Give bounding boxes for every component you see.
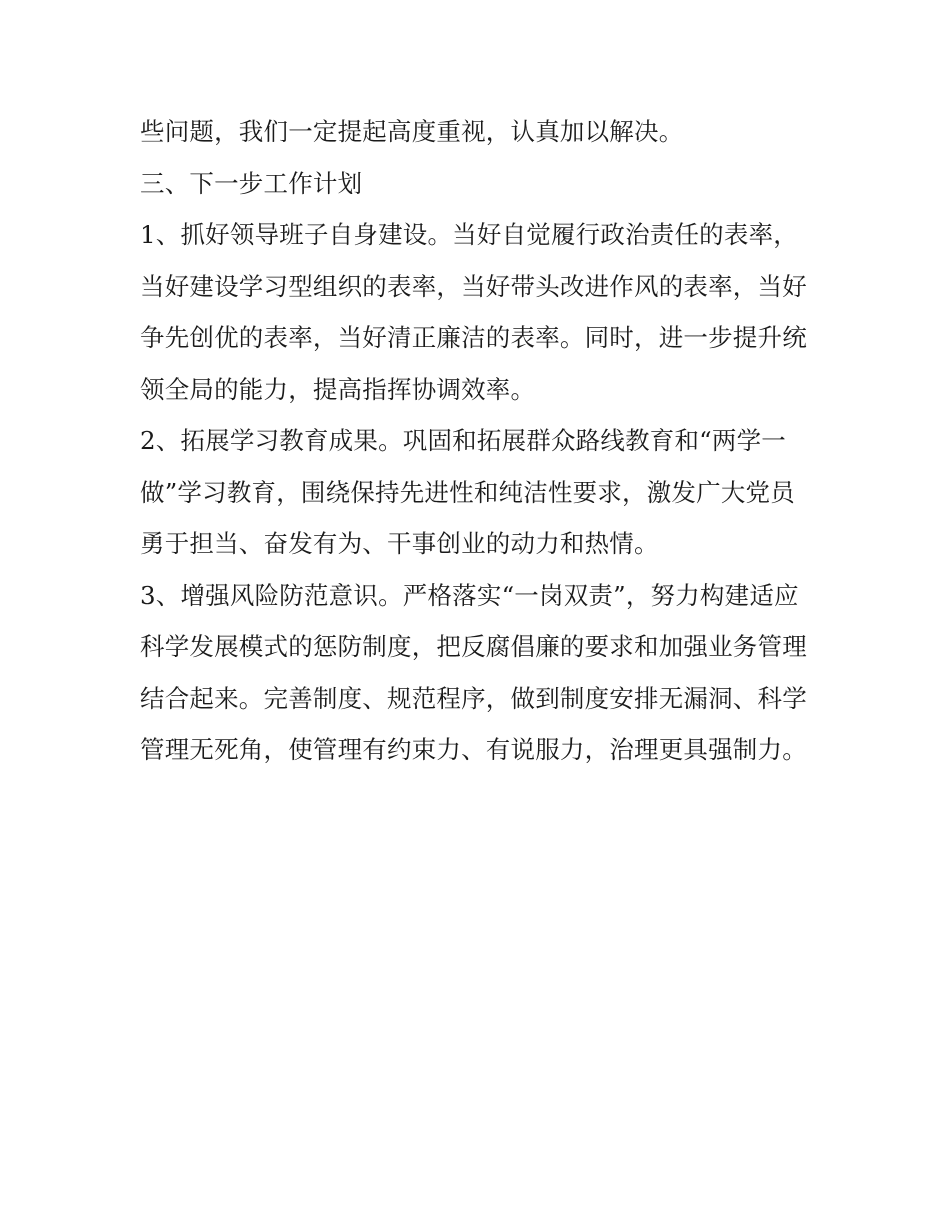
paragraph-line-item-3: 3、增强风险防范意识。严格落实“一岗双责”，努力构建适应	[140, 580, 799, 610]
paragraph-line-item-2: 勇于担当、奋发有为、干事创业的动力和热情。	[140, 529, 659, 558]
section-heading: 三、下一步工作计划	[140, 168, 363, 198]
paragraph-line-item-1: 当好建设学习型组织的表率，当好带头改进作风的表率，当好	[140, 271, 807, 301]
paragraph-line-item-3: 科学发展模式的惩防制度，把反腐倡廉的要求和加强业务管理	[140, 632, 807, 661]
paragraph-line-continuation: 些问题，我们一定提起高度重视，认真加以解决。	[140, 117, 684, 146]
paragraph-line-item-2: 做”学习教育，围绕保持先进性和纯洁性要求，激发广大党员	[140, 477, 795, 507]
paragraph-line-item-3: 结合起来。完善制度、规范程序，做到制度安排无漏洞、科学	[140, 683, 807, 713]
paragraph-line-item-2: 2、拓展学习教育成果。巩固和拓展群众路线教育和“两学一	[140, 426, 787, 455]
paragraph-line-item-1: 领全局的能力，提高指挥协调效率。	[140, 374, 536, 404]
paragraph-line-item-3: 管理无死角，使管理有约束力、有说服力，治理更具强制力。	[140, 735, 807, 764]
document-body	[140, 106, 830, 776]
paragraph-line-item-1: 争先创优的表率，当好清正廉洁的表率。同时，进一步提升统	[140, 323, 807, 352]
paragraph-line-item-1: 1、抓好领导班子自身建设。当好自觉履行政治责任的表率，	[140, 220, 798, 249]
